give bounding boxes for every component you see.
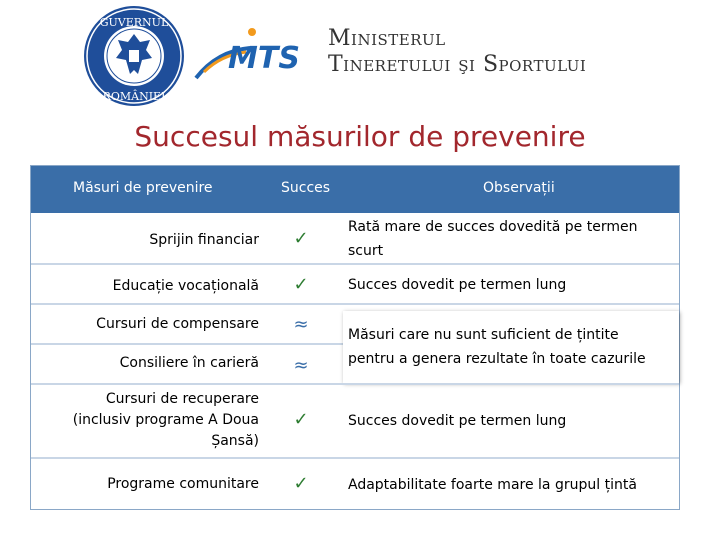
check-icon: ✓ bbox=[293, 274, 309, 295]
note-cell: Succes dovedit pe termen lung bbox=[348, 277, 567, 293]
merged-note-cell bbox=[343, 311, 679, 383]
table-row bbox=[31, 459, 679, 509]
mts-logo-text: MTS bbox=[228, 41, 300, 76]
column-header-measures: Măsuri de prevenire bbox=[73, 180, 213, 196]
column-header-observations: Observații bbox=[483, 180, 555, 196]
measure-cell: Programe comunitare bbox=[107, 476, 259, 492]
table-row bbox=[31, 385, 679, 457]
measure-line: Șansă) bbox=[211, 433, 259, 449]
measure-cell: Educație vocațională bbox=[112, 278, 259, 294]
ministry-line-1: Ministerul bbox=[328, 26, 446, 51]
seal-top-text: GUVERNUL bbox=[99, 16, 169, 29]
government-seal-logo bbox=[82, 4, 186, 108]
seal-bottom-text: ROMÂNIEI bbox=[102, 90, 166, 103]
column-header-success: Succes bbox=[281, 180, 331, 196]
measure-line: (inclusiv programe A Doua bbox=[72, 412, 259, 428]
measure-cell: Sprijin financiar bbox=[149, 232, 259, 248]
table-header bbox=[31, 166, 679, 213]
page-title: Succesul măsurilor de prevenire bbox=[134, 120, 586, 153]
table-row bbox=[31, 265, 679, 303]
approx-icon: ≈ bbox=[293, 355, 309, 376]
measure-line: Cursuri de recuperare bbox=[105, 391, 259, 407]
note-cell: Rată mare de succes dovedită pe termen scurt bbox=[348, 219, 638, 259]
measure-cell: Cursuri de compensare bbox=[96, 316, 259, 332]
ministry-name bbox=[328, 26, 586, 78]
approx-icon: ≈ bbox=[293, 314, 309, 335]
ministry-line-2: Tineretului şi Sportului bbox=[328, 52, 587, 77]
check-icon: ✓ bbox=[293, 473, 309, 494]
prevention-table bbox=[30, 165, 680, 510]
measure-cell: Consiliere în carieră bbox=[119, 355, 259, 371]
merged-note-text: Măsuri care nu sunt suficient de țintite pentru a genera rezultate în toate cazurile bbox=[348, 327, 646, 367]
note-cell: Adaptabilitate foarte mare la grupul țintă bbox=[348, 477, 637, 493]
mts-logo bbox=[190, 20, 310, 80]
note-cell: Succes dovedit pe termen lung bbox=[348, 413, 567, 429]
table-row bbox=[31, 213, 679, 263]
measure-cell bbox=[31, 389, 259, 452]
check-icon: ✓ bbox=[293, 409, 309, 430]
check-icon: ✓ bbox=[293, 228, 309, 249]
